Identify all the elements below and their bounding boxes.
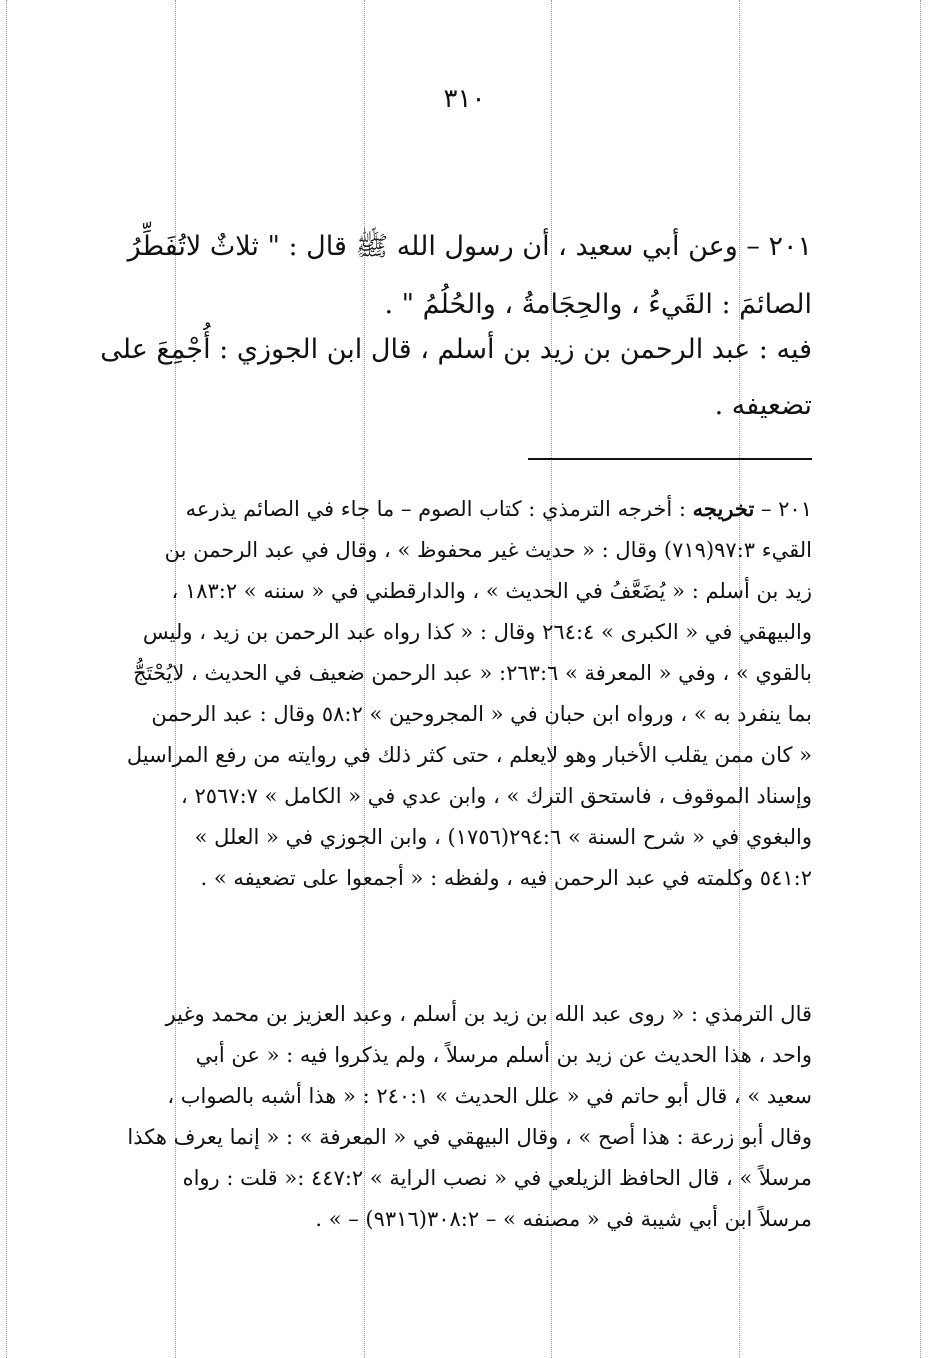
footnote-line-text: : أخرجه الترمذي : كتاب الصوم – ما جاء في الصائم يذرعه (185, 497, 693, 521)
comment-line: فيه : عبد الرحمن بن زيد بن أسلم ، قال ابن الجوزي : أُجْمِعَ على (100, 334, 812, 365)
footnote-line (100, 488, 812, 530)
scan-dotted-margin-line (920, 0, 921, 1358)
hadith-comment (100, 322, 812, 434)
footnote-line: مرسلاً ابن أبي شيبة في « مصنفه » – ٣٠٨:٢(٩٣١٦) – » . (315, 1207, 812, 1231)
comment-line: تضعيفه . (714, 390, 812, 421)
hadith-line: ٢٠١ – وعن أبي سعيد ، أن رسول الله ﷺ قال : " ثلاثٌ لاتُفَطِّرُ (127, 231, 812, 262)
footnote-line: واحد ، هذا الحديث عن زيد بن أسلم مرسلاً ، ولم يذكروا فيه : « عن أبي (195, 1043, 812, 1067)
footnote-line: سعيد » ، قال أبو حاتم في « علل الحديث » ٢٤٠:١ : « هذا أشبه بالصواب ، (167, 1084, 812, 1108)
footnote-paragraph (100, 488, 812, 899)
footnote-line: قال الترمذي : « روى عبد الله بن زيد بن أسلم ، وعبد العزيز بن محمد وغير (165, 1002, 812, 1026)
hadith-line: الصائمَ : القَيءُ ، والحِجَامةُ ، والحُلُمُ " . (384, 289, 812, 320)
footnote-line: « كان ممن يقلب الأخبار وهو لايعلم ، حتى كثر ذلك في روايته من رفع المراسيل (126, 743, 812, 767)
footnote-line: بما ينفرد به » ، ورواه ابن حبان في « المجروحين » ٥٨:٢ وقال : عبد الرحمن (151, 702, 812, 726)
footnote-paragraph-2 (100, 994, 812, 1240)
footnote-line: مرسلاً » ، قال الحافظ الزيلعي في « نصب الراية » ٤٤٧:٢ :« قلت : رواه (182, 1166, 812, 1190)
footnote-number: ٢٠١ – (754, 497, 812, 521)
footnote-line: والبيهقي في « الكبرى » ٢٦٤:٤ وقال : « كذا رواه عبد الرحمن بن زيد ، وليس (142, 620, 812, 644)
page-number: ٣١٠ (443, 84, 486, 114)
footnote-line: والبغوي في « شرح السنة » ٢٩٤:٦(١٧٥٦) ، وابن الجوزي في « العلل » (194, 825, 812, 849)
footnote-line: وقال أبو زرعة : هذا أصح » ، وقال البيهقي في « المعرفة » : « إنما يعرف هكذا (127, 1125, 812, 1149)
footnote-line: ٥٤١:٢ وكلمته في عبد الرحمن فيه ، ولفظه : « أجمعوا على تضعيفه » . (200, 866, 812, 890)
footnote-line: وإسناد الموقوف ، فاستحق الترك » ، وابن عدي في « الكامل » ٢٥٦٧:٧ ، (181, 784, 812, 808)
footnote-line: القيء ٩٧:٣(٧١٩) وقال : « حديث غير محفوظ » ، وقال في عبد الرحمن بن (164, 538, 812, 562)
scan-dotted-margin-line (6, 0, 7, 1358)
footnote-label: تخريجه (692, 496, 755, 521)
footnote-separator (528, 458, 812, 460)
hadith-text (100, 218, 812, 334)
footnote-line: زيد بن أسلم : « يُضَعَّفُ في الحديث » ، والدارقطني في « سننه » ١٨٣:٢ ، (171, 579, 812, 603)
footnote-line: بالقوي » ، وفي « المعرفة » ٢٦٣:٦: « عبد الرحمن ضعيف في الحديث ، لايُحْتَجُّ (133, 661, 812, 685)
